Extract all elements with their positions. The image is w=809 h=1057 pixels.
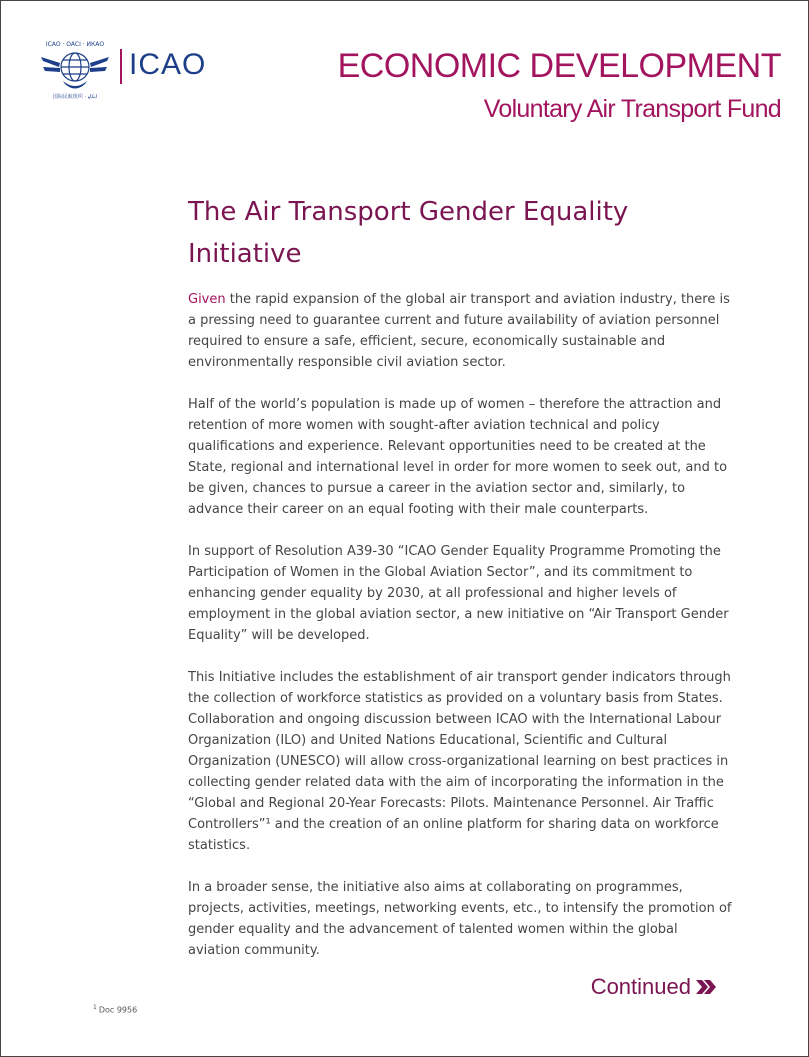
- paragraph-resolution: In support of Resolution A39-30 “ICAO Gender Equality Programme Promoting the Participation of Women in the Global Aviation Sector”, and its commitment to enhancing gender equality by 2030, at all professional and higher levels of employment in the global aviation sector, a new initiative on “Air Transport Gender Equality” will be developed.: [188, 544, 729, 643]
- icao-emblem-icon: [39, 37, 111, 99]
- footnote: [93, 1001, 137, 1018]
- paragraph-broader: In a broader sense, the initiative also aims at collaborating on programmes, projects, activities, meetings, networking events, etc., to intensify the promotion of gender equality and the advancement of talented women within the global aviation community.: [188, 880, 732, 958]
- paragraph-population: Half of the world’s population is made up of women – therefore the attraction and retention of more women with sought-after aviation technical and policy qualifications and experience. Relevant opportunities need to be created at the State, regional and international level in order for more women to seek out, and to be given, chances to pursue a career in the aviation sector and, similarly, to advance their career on an equal footing with their male counterparts.: [188, 397, 728, 517]
- lead-word: Given: [188, 292, 226, 307]
- paragraph-initiative: This Initiative includes the establishment of air transport gender indicators through the collection of workforce statistics as provided on a voluntary basis from States. Collaboration and ongoing discussion between ICAO with the International Labour Organization (ILO) and United Nations Educational, Scientific and Cultural Organization (UNESCO) will allow cross-organizational learning on best practices in collecting gender related data with the aim of incorporating the information in the “Global and Regional 20-Year Forecasts: Pilots. Maintenance Personnel. Air Traffic Controllers”¹ and the creation of an online platform for sharing data on workforce statistics.: [188, 670, 731, 853]
- header-title: ECONOMIC DEVELOPMENT: [337, 47, 781, 85]
- logo-text: ICAO: [129, 48, 207, 81]
- article-body: [188, 289, 733, 982]
- emblem-caption: ICAO · OACI · ИКАО: [45, 41, 105, 48]
- footnote-mark: 1: [93, 1004, 97, 1011]
- svg-text:国际民航组织 · ايكاو: 国际民航组织 · ايكاو: [52, 94, 98, 99]
- footnote-text: Doc 9956: [98, 1005, 138, 1015]
- paragraph-intro-text: the rapid expansion of the global air transport and aviation industry, there is a pressing need to guarantee current and future availability of aviation personnel required to ensure a safe, efficient, secure, economically sustainable and environmentally responsible civil aviation sector.: [188, 292, 730, 370]
- continued-link[interactable]: [591, 972, 717, 1002]
- paragraph-intro: [188, 289, 733, 373]
- article-title: The Air Transport Gender Equality Initiative: [188, 197, 629, 269]
- logo-divider: [120, 49, 122, 84]
- continued-label: Continued: [590, 974, 691, 999]
- header-subtitle: Voluntary Air Transport Fund: [483, 95, 781, 123]
- double-chevron-right-icon: [695, 979, 717, 995]
